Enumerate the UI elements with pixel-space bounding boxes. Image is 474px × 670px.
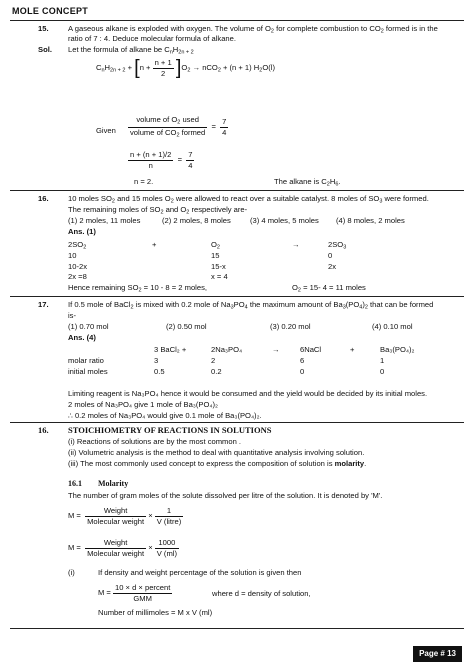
section-16-item-ii: (ii) Volumetric analysis is the method to deal with quantitative analysis involving solution. (68, 448, 365, 457)
q17-table-cell: 1 (380, 356, 385, 365)
q17-table-cell: 6 (300, 356, 305, 365)
q17-table-cell: 6NaCl (300, 345, 322, 354)
question-16-line2: The remaining moles of $SO_2$ and $O_2$ respectively are- (68, 205, 248, 216)
q16-table-r2c0: 10-2x (68, 262, 87, 271)
millimoles-formula: Number of millimoles = M x V (ml) (98, 608, 213, 617)
q17-table-cell: 2Na₃PO₄ (211, 345, 243, 354)
q17-option-3: (3) 0.20 mol (270, 322, 311, 331)
question-17-number: 17. (38, 300, 49, 309)
q17-table-cell: 3 BaCl₂ + (154, 345, 187, 354)
q16-hence: Hence remaining $SO_2 = 10 - 8 = 2$ moles, (68, 283, 207, 294)
q16-table-r1c2: 15 (211, 251, 220, 260)
q16-table-r2c2: 15-x (211, 262, 226, 271)
q17-answer: Ans. (4) (68, 333, 96, 342)
n-ratio: $\frac{n + (n + 1)/2}{n}$ = $\frac{7}{4}$ (130, 150, 193, 170)
given-label: Given (96, 126, 116, 135)
header-rule (10, 20, 464, 21)
q16-option-4: (4) 8 moles, 2 moles (336, 216, 405, 225)
q16-o2-remaining: $O_2 = 15-$ 4 = 11 moles (292, 283, 366, 294)
q17-option-2: (2) 0.50 mol (166, 322, 207, 331)
q17-limit-line3: ∴ 0.2 moles of Na₃PO₄ would give 0.1 mole of Ba₃(PO₄)₂. (68, 411, 262, 420)
question-15-number: 15. (38, 24, 49, 33)
q16-table-r0c0: $2SO_2$ (68, 240, 87, 251)
question-16-line1: 10 moles $SO_2$ and 15 moles $O_2$ were allowed to react over a suitable catalyst. 8 moles of $SO_3$ were formed. (68, 194, 429, 205)
q17-option-1: (1) 0.70 mol (68, 322, 109, 331)
subsection-16-1-title: Molarity (98, 479, 129, 488)
page-number-badge: Page # 13 (413, 646, 462, 662)
question-17-line2: is- (68, 311, 77, 320)
solution-label: Sol. (38, 45, 52, 54)
solution-line: Let the formula of alkane be $C_nH_{2n + 2}$ (68, 45, 194, 56)
subsection-16-1-number: 16.1 (68, 479, 82, 488)
q17-table-cell: 3 (154, 356, 159, 365)
q16-table-r0c1: + (152, 240, 157, 249)
q16-option-1: (1) 2 moles, 11 moles (68, 216, 141, 225)
divider (10, 422, 464, 423)
section-16-title: STOICHIOMETRY OF REACTIONS IN SOLUTIONS (68, 425, 272, 435)
q17-limit-line2: 2 moles of Na₃PO₄ give 1 mole of Ba₃(PO₄)₂ (68, 400, 218, 409)
question-17-line1: If 0.5 mole of BaCl$_2$ is mixed with 0.2 mole of $Na_3PO_4$ the maximum amount of $Ba_3(PO_4)_2$ that can be formed (68, 300, 434, 311)
q16-option-2: (2) 2 moles, 8 moles (162, 216, 231, 225)
page-header: MOLE CONCEPT (12, 6, 89, 16)
section-16-item-iii: (iii) The most commonly used concept to express the composition of solution is molarity. (68, 459, 367, 468)
q16-option-3: (3) 4 moles, 5 moles (250, 216, 319, 225)
q17-row-label: molar ratio (68, 356, 104, 365)
combustion-equation: $C_nH_{2n + 2} + [n$ + $\frac{n + 1}{2}$ ]$O_2 \to nCO_2 + (n + 1)$ $H_2O(l)$ (96, 57, 276, 80)
q16-table-r0c2: $O_2$ (211, 240, 220, 251)
q17-table-cell: 0.5 (154, 367, 165, 376)
q16-table-r3c0: 2x =8 (68, 272, 87, 281)
q16-table-r0c3: → (292, 240, 300, 249)
molarity-formula-ml: M = $\frac{\text{Weight}}{\text{Molecular weight}}$ × $\frac{1000}{V (ml)}$ (68, 538, 177, 558)
question-16-number: 16. (38, 194, 49, 203)
q16-table-r3c2: x = 4 (211, 272, 228, 281)
molarity-density-formula: M = $\frac{\text{10 × d × percent}}{\text{GMM}}$ (98, 583, 171, 603)
q17-table-cell: + (350, 345, 355, 354)
q17-table-cell: 0 (300, 367, 305, 376)
q17-table-cell: Ba₃(PO₄)₂ (380, 345, 415, 354)
q17-table-cell: 0 (380, 367, 385, 376)
q17-limit-line1: Limiting reagent is Na₃PO₄ hence it would be consumed and the yield would be decided by its initial moles. (68, 389, 428, 398)
molarity-definition: The number of gram moles of the solute dissolved per litre of the solution. It is denoted by 'M'. (68, 491, 383, 500)
case-i-text: If density and weight percentage of the solution is given then (98, 568, 302, 577)
q17-table-cell: 0.2 (211, 367, 222, 376)
divider (10, 190, 464, 191)
divider (10, 296, 464, 297)
q16-table-r2c4: 2x (328, 262, 337, 271)
case-i-label: (i) (68, 568, 75, 577)
molarity-formula-litre: M = $\frac{\text{Weight}}{\text{Molecular weight}}$ × $\frac{1}{\text{V (litre)}}$ (68, 506, 182, 526)
q17-option-4: (4) 0.10 mol (372, 322, 413, 331)
footer-rule (10, 628, 464, 629)
q16-table-r1c4: 0 (328, 251, 333, 260)
alkane-result: The alkane is $C_2H_6$. (274, 177, 341, 188)
n-result: n = 2. (134, 177, 154, 186)
given-ratio: $\frac{volume of O_2 used}{volume of CO_2 formed}$ = $\frac{7}{4}$ (130, 115, 227, 139)
question-15-line1: A gaseous alkane is exploded with oxygen. The volume of $O_2$ for complete combustion to $CO_2$ formed is in the (68, 24, 438, 35)
q17-table-cell: → (272, 345, 280, 354)
q16-answer: Ans. (1) (68, 227, 96, 236)
q16-table-r1c0: 10 (68, 251, 77, 260)
section-16-number: 16. (38, 425, 49, 435)
q17-row-label: initial moles (68, 367, 108, 376)
q17-table-cell: 2 (211, 356, 216, 365)
where-density: where d = density of solution, (212, 589, 311, 598)
section-16-item-i: (i) Reactions of solutions are by the most common . (68, 437, 242, 446)
q16-table-r0c4: $2SO_3$ (328, 240, 347, 251)
question-15-line2: ratio of 7 : 4. Deduce molecular formula of alkane. (68, 34, 236, 43)
